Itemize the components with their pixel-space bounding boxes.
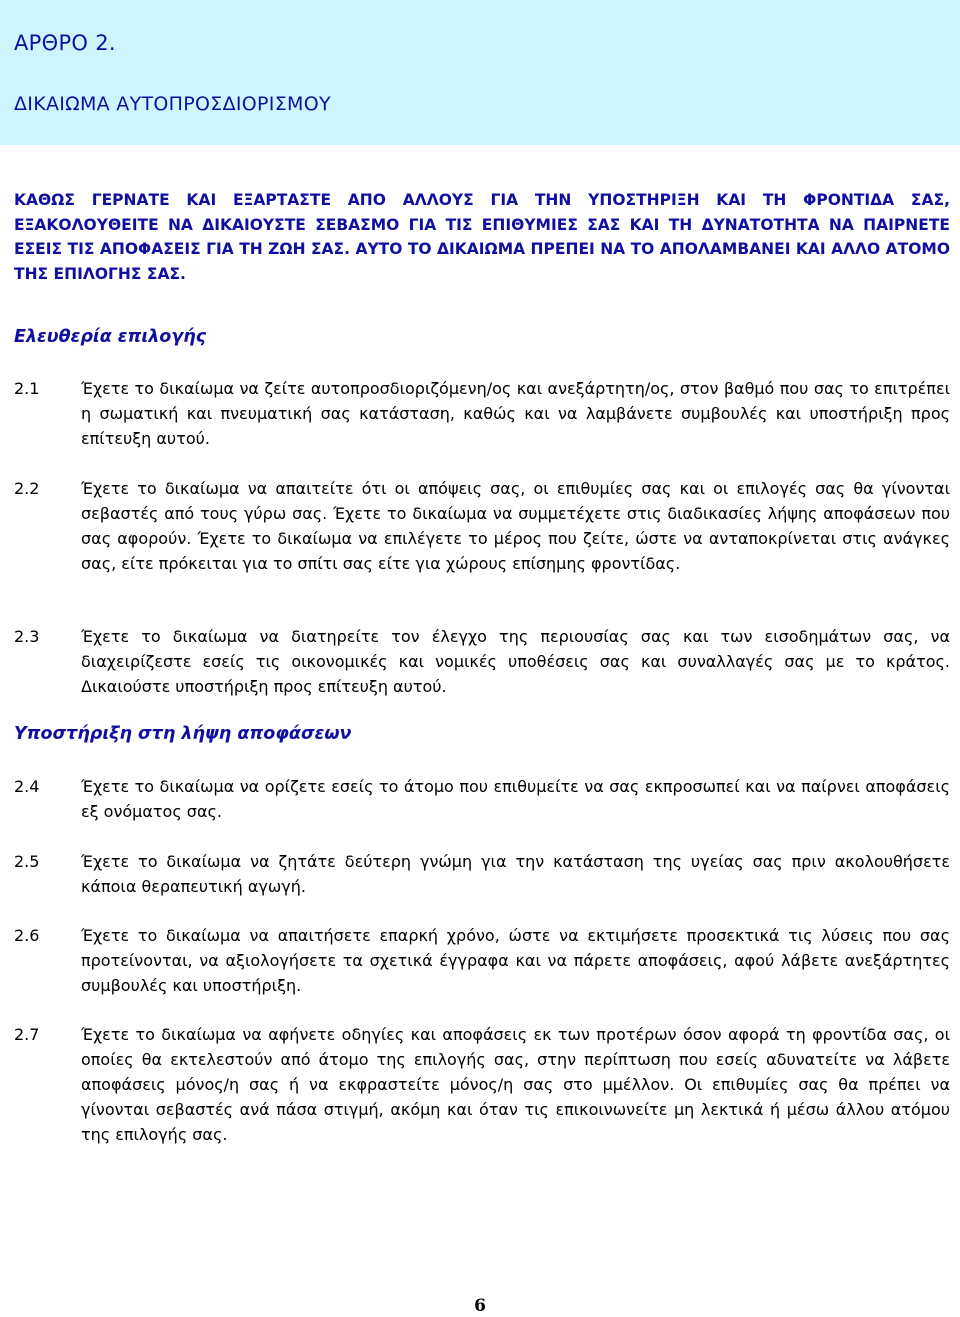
clause-number: 2.7 xyxy=(14,1025,40,1044)
page-number: 6 xyxy=(474,1296,486,1316)
clause-2-6 xyxy=(14,923,950,998)
clause-number: 2.5 xyxy=(14,852,40,871)
article-number: ΑΡΘΡΟ 2. xyxy=(14,31,116,55)
clause-2-4 xyxy=(14,774,950,824)
clause-text: Έχετε το δικαίωμα να ορίζετε εσείς το άτομο που επιθυμείτε να σας εκπροσωπεί και να παίρνει αποφάσεις εξ ονόματος σας. xyxy=(81,777,950,821)
clause-2-7 xyxy=(14,1022,950,1147)
section-heading-freedom-of-choice: Ελευθερία επιλογής xyxy=(14,327,207,347)
clause-text: Έχετε το δικαίωμα να απαιτείτε ότι οι απόψεις σας, οι επιθυμίες σας και οι επιλογές σας θα γίνονται σεβαστές από τους γύρω σας. Έχετε το δικαίωμα να συμμετέχετε στις διαδικασίες λήψης αποφάσεων που σας αφορούν. Έχετε το δικαίωμα να επιλέγετε το μέρος που ζείτε, ώστε να ανταποκρίνεται στις ανάγκες σας, είτε πρόκειται για το σπίτι σας είτε για χώρους επίσημης φροντίδας. xyxy=(81,479,950,573)
clause-2-2 xyxy=(14,476,950,576)
clause-2-5 xyxy=(14,849,950,899)
clause-text: Έχετε το δικαίωμα να αφήνετε οδηγίες και αποφάσεις εκ των προτέρων όσον αφορά τη φροντίδα σας, οι οποίες θα εκτελεστούν από άτομο της επιλογής σας, στην περίπτωση που εσείς αδυνατείτε να λάβετε αποφάσεις μόνος/η σας ή να εκφραστείτε μόνος/η σας στο μμέλλον. Οι επιθυμίες σας θα πρέπει να γίνονται σεβαστές ανά πάσα στιγμή, ακόμη και όταν τις επικοινωνείτε μη λεκτικά ή μέσω άλλου ατόμου της επιλογής σας. xyxy=(81,1025,950,1144)
clause-2-3 xyxy=(14,624,950,699)
clause-number: 2.1 xyxy=(14,379,40,398)
intro-paragraph: ΚΑΘΩΣ ΓΕΡΝΑΤΕ ΚΑΙ ΕΞΑΡΤΑΣΤΕ ΑΠΟ ΑΛΛΟΥΣ ΓΙΑ ΤΗΝ ΥΠΟΣΤΗΡΙΞΗ ΚΑΙ ΤΗ ΦΡΟΝΤΙΔΑ ΣΑΣ, ΕΞΑΚΟΛΟΥΘΕΙΤΕ ΝΑ ΔΙΚΑΙΟΥΣΤΕ ΣΕΒΑΣΜΟ ΓΙΑ ΤΙΣ ΕΠΙΘΥΜΙΕΣ ΣΑΣ ΚΑΙ ΤΗ ΔΥΝΑΤΟΤΗΤΑ ΝΑ ΠΑΙΡΝΕΤΕ ΕΣΕΙΣ ΤΙΣ ΑΠΟΦΑΣΕΙΣ ΓΙΑ ΤΗ ΖΩΗ ΣΑΣ. ΑΥΤΟ ΤΟ ΔΙΚΑΙΩΜΑ ΠΡΕΠΕΙ ΝΑ ΤΟ ΑΠΟΛΑΜΒΑΝΕΙ ΚΑΙ ΑΛΛΟ ΑΤΟΜΟ ΤΗΣ ΕΠΙΛΟΓΗΣ ΣΑΣ. xyxy=(14,191,950,283)
clause-number: 2.4 xyxy=(14,777,40,796)
clause-text: Έχετε το δικαίωμα να απαιτήσετε επαρκή χρόνο, ώστε να εκτιμήσετε προσεκτικά τις λύσεις που σας προτείνονται, να αξιολογήσετε τα σχετικά έγγραφα και να πάρετε αποφάσεις, αφού λάβετε ανεξάρτητες συμβουλές και υποστήριξη. xyxy=(81,926,950,995)
section-heading-decision-support: Υποστήριξη στη λήψη αποφάσεων xyxy=(14,724,352,744)
clause-2-1 xyxy=(14,376,950,451)
clause-number: 2.6 xyxy=(14,926,40,945)
article-header-band xyxy=(0,0,960,145)
clause-text: Έχετε το δικαίωμα να ζείτε αυτοπροσδιοριζόμενη/ος και ανεξάρτητη/ος, στον βαθμό που σας το επιτρέπει η σωματική και πνευματική σας κατάσταση, καθώς και να λαμβάνετε συμβουλές και υποστήριξη προς επίτευξη αυτού. xyxy=(81,379,950,448)
clause-text: Έχετε το δικαίωμα να ζητάτε δεύτερη γνώμη για την κατάσταση της υγείας σας πριν ακολουθήσετε κάποια θεραπευτική αγωγή. xyxy=(81,852,950,896)
clause-number: 2.2 xyxy=(14,479,40,498)
article-title: ΔΙΚΑΙΩΜΑ ΑΥΤΟΠΡΟΣΔΙΟΡΙΣΜΟΥ xyxy=(14,93,331,115)
clause-number: 2.3 xyxy=(14,627,40,646)
clause-text: Έχετε το δικαίωμα να διατηρείτε τον έλεγχο της περιουσίας σας και των εισοδημάτων σας, να διαχειρίζεστε εσείς τις οικονομικές και νομικές υποθέσεις σας και συναλλαγές σας με το κράτος. Δικαιούστε υποστήριξη προς επίτευξη αυτού. xyxy=(81,627,950,696)
